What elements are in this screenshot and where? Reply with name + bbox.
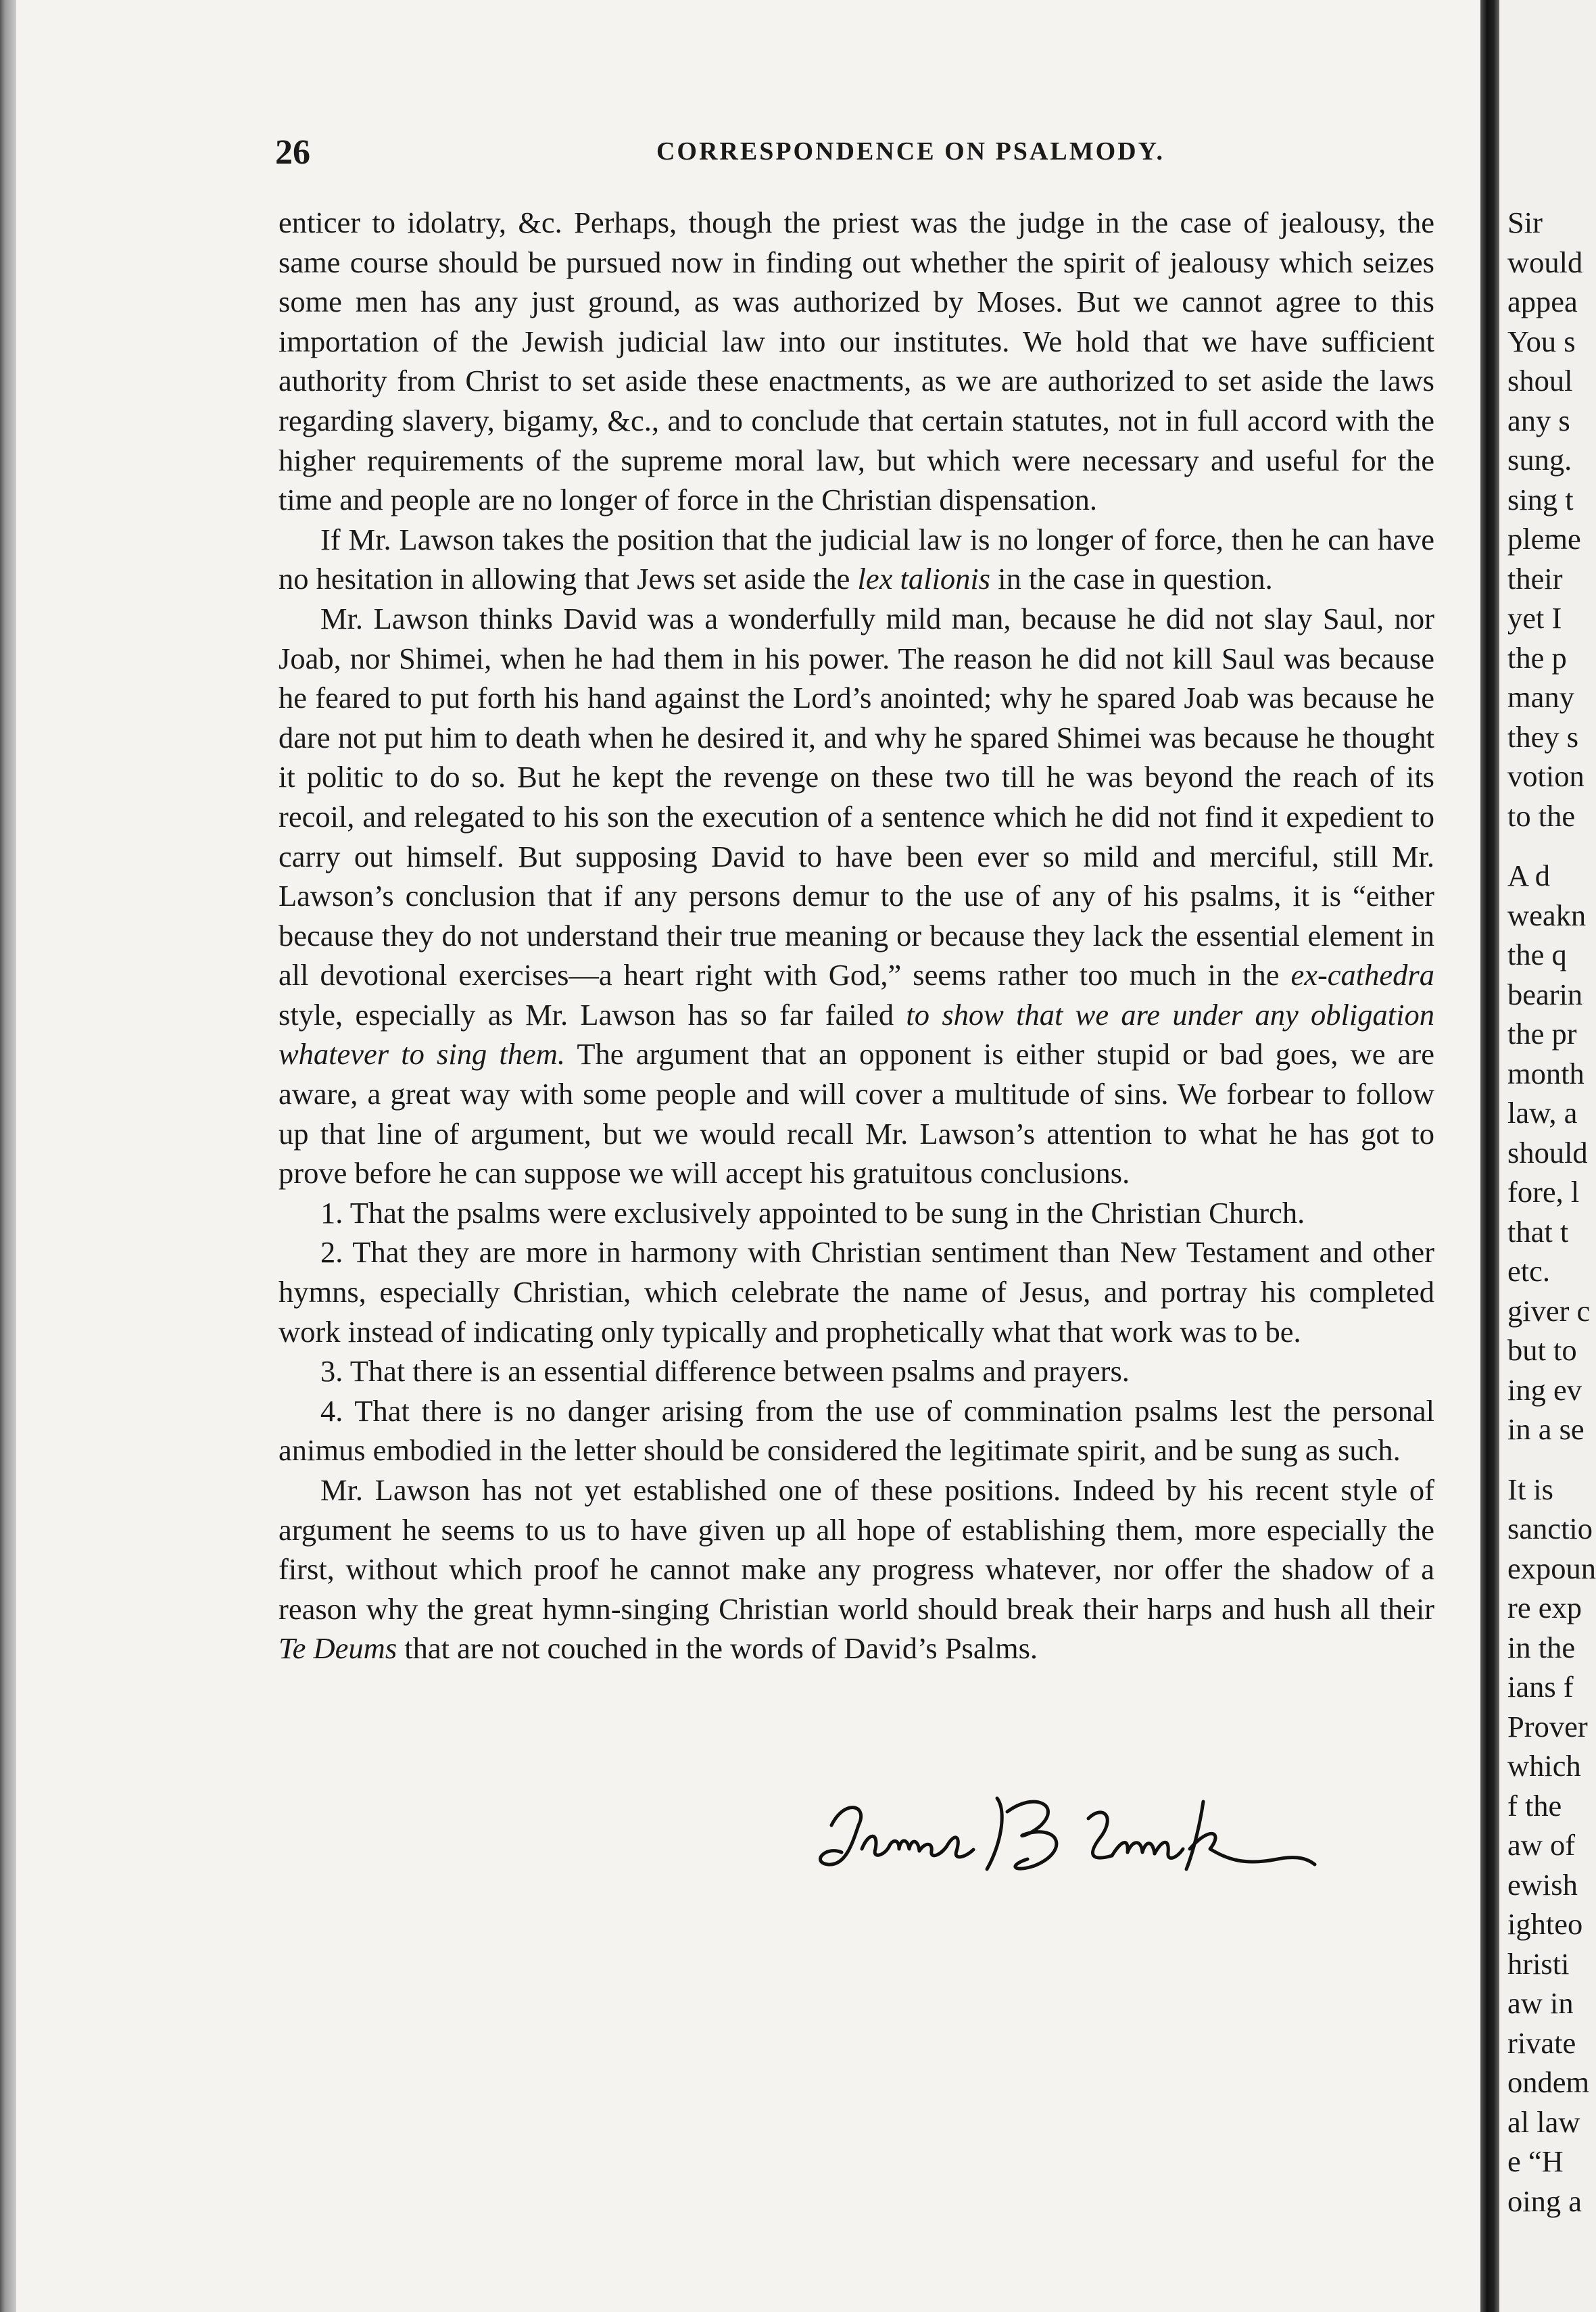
text-line: rivate <box>1507 2025 1576 2060</box>
paragraph <box>279 1470 1434 1668</box>
book-gutter <box>1480 0 1499 2312</box>
text-line: al law <box>1507 2104 1580 2139</box>
text-line: the p <box>1507 640 1567 675</box>
list-item: 2. That they are more in harmony with Christian sentiment than New Testament and other hymns, especially Christian, which celebrate the name of Jesus, and portray his completed work instead of indicating only typically and prophetically what that work was to be. <box>279 1235 1434 1349</box>
text-run: Mr. Lawson thinks David was a wonderfully mild man, because he did not slay Saul, nor Joab, nor Shimei, when he had them in his power. The reason he did not kill Saul was because he feared to put forth his hand against the Lord’s anointed; why he spared Joab was because he dare not put him to death when he desired it, and why he spared Shimei was because he thought it politic to do so. But he kept the revenge on these two till he was beyond the reach of its recoil, and relegated to his son the execution of a sentence which he did not find it expedient to carry out himself. But supposing David to have been ever so mild and merciful, still Mr. Lawson’s conclusion that if any persons demur to the use of any of his psalms, it is “either because they do not understand their true meaning or because they lack the essential element in all devotional exercises—a heart right with God,” seems rather too much in the <box>279 601 1434 992</box>
text-line: oing a <box>1507 2184 1582 2218</box>
spacer <box>1507 1449 1596 1470</box>
text-line: It is <box>1507 1472 1553 1506</box>
text-line: etc. <box>1507 1254 1550 1288</box>
text-line: weakn <box>1507 898 1587 932</box>
text-line: which <box>1507 1749 1581 1783</box>
text-line: aw in <box>1507 1986 1574 2020</box>
text-line: that t <box>1507 1214 1569 1249</box>
text-line: the q <box>1507 938 1567 971</box>
text-line: sung. <box>1507 443 1572 477</box>
italic-text: ex-cathedra <box>1290 958 1434 992</box>
text-line: pleme <box>1507 522 1581 556</box>
list-item: 1. That the psalms were exclusively appointed to be sung in the Christian Church. <box>320 1195 1305 1230</box>
text-line: appea <box>1507 285 1578 318</box>
text-line: giver c <box>1507 1293 1591 1328</box>
text-run: If Mr. Lawson takes the position that the judicial law is no longer of force, then he can have no hesitation in allowing that Jews set aside the <box>279 522 1434 596</box>
text-run: enticer to idolatry, &c. Perhaps, though the priest was the judge in the case of jealousy, the same course should be pursued now in finding out whether the spirit of jealousy which seizes some men has any just ground, as was authorized by Moses. But we cannot agree to this importation of the Jewish judicial law into our institutes. We hold that we have sufficient authority from Christ to set aside these enactments, as we are authorized to set aside the laws regarding slavery, bigamy, &c., and to conclude that certain statutes, not in full accord with the higher requirements of the supreme moral law, but which were necessary and useful for the time and people are no longer of force in the Christian dispensation. <box>279 206 1434 517</box>
text-line: re exp <box>1507 1591 1582 1624</box>
list-item: 4. That there is no danger arising from the use of commination psalms lest the personal animus embodied in the letter should be considered the legitimate spirit, and be sung as such. <box>279 1393 1434 1468</box>
text-line: their <box>1507 561 1563 596</box>
text-line: to the <box>1507 798 1576 833</box>
text-line: You s <box>1507 324 1576 358</box>
italic-text: lex talionis <box>857 562 990 596</box>
text-line: f the <box>1507 1788 1562 1823</box>
paragraph <box>279 599 1434 1193</box>
text-line: ing ev <box>1507 1372 1582 1407</box>
text-line: any s <box>1507 403 1570 437</box>
text-line: in a se <box>1507 1412 1585 1446</box>
text-line: in the <box>1507 1630 1576 1664</box>
page-header <box>275 133 1436 180</box>
text-line: the pr <box>1507 1017 1577 1051</box>
text-line: sanctio <box>1507 1512 1593 1545</box>
text-line: e “H <box>1507 2144 1564 2178</box>
running-title: CORRESPONDENCE ON PSALMODY. <box>656 137 1165 166</box>
text-line: yet I <box>1507 601 1562 635</box>
text-line: ondem <box>1507 2065 1590 2099</box>
text-line: they s <box>1507 719 1579 754</box>
text-line: month <box>1507 1056 1585 1090</box>
text-line: but to <box>1507 1333 1577 1367</box>
page-number: 26 <box>275 133 310 172</box>
text-line: ians f <box>1507 1670 1574 1704</box>
italic-text: Te Deums <box>279 1631 397 1666</box>
text-line: Sir <box>1507 206 1543 239</box>
text-line: many <box>1507 680 1574 714</box>
text-line: shoul <box>1507 364 1573 398</box>
text-run: style, especially as Mr. Lawson has so far failed <box>279 997 906 1032</box>
text-line: ewish <box>1507 1867 1578 1902</box>
text-line: law, a <box>1507 1096 1578 1130</box>
text-line: bearin <box>1507 977 1583 1011</box>
body-text <box>279 203 1434 1668</box>
left-page-edge <box>0 0 16 2312</box>
list-item: 3. That there is an essential difference between psalms and prayers. <box>320 1354 1130 1389</box>
italic-text: to show that we are under any obligation whatever to sing them. <box>279 997 1434 1071</box>
text-run: Mr. Lawson has not yet established one of these positions. Indeed by his recent style of argument he seems to us to have given up all hope of establishing them, more especially the first, without which proof he cannot make any progress whatever, nor offer the shadow of a reason why the great hymn-singing Christian world should break their harps and hush all their <box>279 1473 1434 1626</box>
paragraph <box>279 203 1434 520</box>
text-line: expoun <box>1507 1551 1596 1585</box>
text-line: aw of <box>1507 1828 1576 1862</box>
text-run: The argument that an opponent is either stupid or bad goes, we are aware, a great way with some people and will cover a multitude of sins. We forbear to follow up that line of argument, but we would recall Mr. Lawson’s attention to what he has got to prove before he can suppose we will accept his gratuitous conclusions. <box>279 1037 1434 1190</box>
text-line: sing t <box>1507 482 1574 516</box>
text-run: that are not couched in the words of David’s Psalms. <box>397 1631 1038 1666</box>
handwritten-signature <box>804 1785 1318 1886</box>
spacer <box>1507 836 1596 856</box>
text-line: fore, l <box>1507 1175 1580 1209</box>
text-line: would <box>1507 245 1583 279</box>
text-run: in the case in question. <box>990 562 1273 596</box>
right-page-text <box>1507 203 1596 2221</box>
text-line: Prover <box>1507 1709 1588 1743</box>
text-line: ighteo <box>1507 1907 1583 1941</box>
text-line: hristi <box>1507 1946 1570 1981</box>
paragraph <box>279 520 1434 599</box>
text-line: votion <box>1507 759 1585 793</box>
text-line: A d <box>1507 859 1551 892</box>
text-line: should <box>1507 1135 1588 1170</box>
page-right-fragment <box>1499 0 1596 2312</box>
